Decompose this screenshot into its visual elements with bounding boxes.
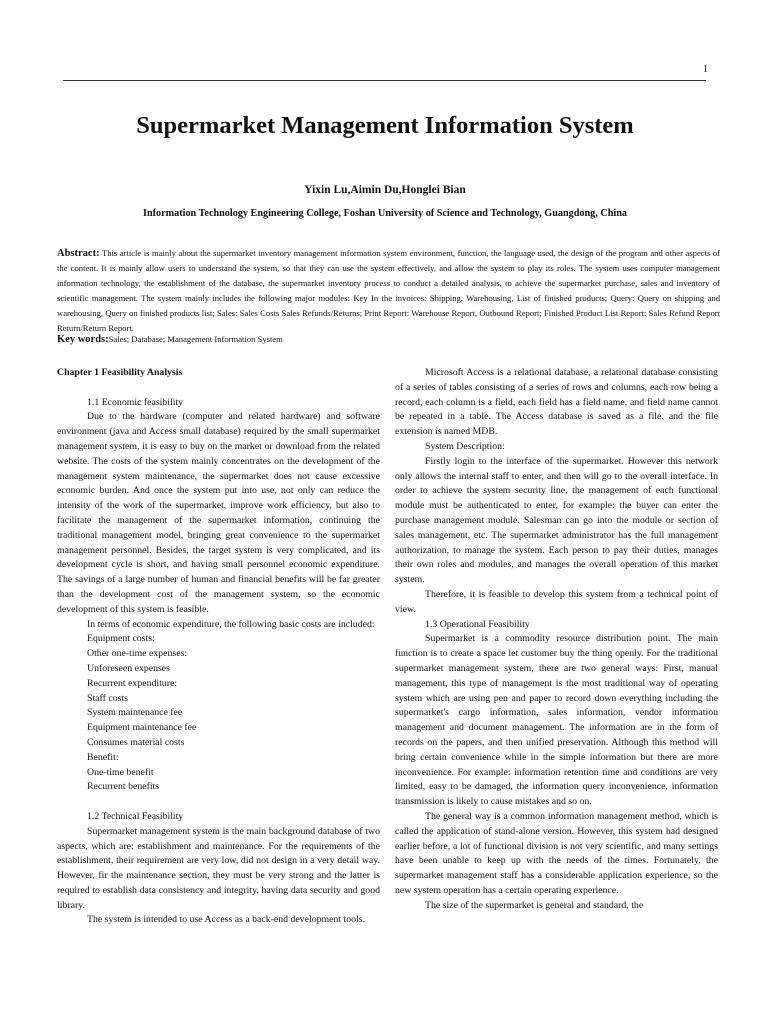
abstract-label: Abstract:: [57, 248, 100, 259]
authors: Yixin Lu,Aimin Du,Honglei Bian: [304, 184, 466, 196]
paragraph: The general way is a common information management method, which is called the application of stand-alone version. However, this system had designed earlier before, a lot of functional division is not very scientific, and many settings have been unable to keep up with the needs of the times. Fortunately, the supermarket management staff has a considerable application experience, so the new system operation has a certain operating experience.: [395, 810, 718, 896]
cost-item: Consumes material costs: [87, 736, 185, 748]
keywords: [57, 334, 720, 345]
affiliation: Information Technology Engineering College, Foshan University of Science and Technology, Guangdong, China: [143, 208, 627, 219]
cost-item: Equipment maintenance fee: [87, 722, 197, 734]
cost-item: Recurrent benefits: [87, 781, 160, 793]
abstract-text: This article is mainly about the supermarket inventory management information system environment, function, the language used, the design of the program and other aspects of the content. It is mainly allow users to understand the system, so that they can use the system effectively, and allow the system to play its roles. The system uses computer management information technology, the establishment of the database, the supermarket inventory process to conduct a detailed analysis, to achieve the supermarket purchase, sales and inventory of scientific management. The system mainly includes the following major modules: Key In the invoices: Shipping, Warehousing, List of finished products; Query: Query on shipping and warehousing, Query on finished products list; Sales: Sales Costs Sales Refunds/Returns; Print Report: Warehouse Report, Outbound Report; Finished Product List Report: Sales Refund Report Return/Return Report.: [57, 248, 721, 334]
spacer: [57, 795, 380, 810]
section-heading-1-1: 1.1 Economic feasibility: [87, 396, 184, 408]
right-column: [395, 366, 718, 913]
cost-item: Benefit:: [87, 751, 119, 763]
cost-item: One-time benefit: [87, 766, 154, 778]
cost-item: Recurrent expenditure:: [87, 677, 178, 689]
page-number: 1: [703, 64, 708, 75]
paragraph: Therefore, it is feasible to develop this system from a technical point of view.: [395, 588, 718, 615]
keywords-text: Sales; Database; Management Information System: [108, 334, 283, 344]
cost-item: System maintenance fee: [87, 707, 183, 719]
cost-item: Unforeseen expenses: [87, 662, 170, 674]
abstract: [57, 246, 720, 337]
chapter-heading: Chapter 1 Feasibility Analysis: [57, 367, 183, 378]
cost-item: Equipment costs:: [87, 633, 155, 645]
paragraph: Microsoft Access is a relational database, a relational database consisting of a series of tables consisting of a series of rows and columns, each row being a record, each column is a field, each field has a field name, and field name cannot be repeated in a table. The Access database is saved as a file, and the file extension is named MDB.: [395, 367, 718, 438]
paragraph: Firstly login to the interface of the supermarket. However this network only allows the internal staff to enter, and then will go to the overall interface. In order to achieve the system security line, the management of each functional module must be authenticated to enter, for example: the buyer can enter the purchase management module. Salesman can go into the module or section of sales management, etc. The supermarket administrator has the full management authorization, to manage the system. Each person to pay their duties, manages their own roles and modules, and manages the overall operation of this market system.: [395, 455, 718, 586]
paper-title: Supermarket Management Information System: [136, 112, 634, 139]
paragraph: Due to the hardware (computer and related hardware) and software environment (java and Access small database) required by the small supermarket management system, it is easy to buy on the market or download from the related website. The costs of the system mainly concentrates on the development of the management system maintenance, the supermarket does not cause excessive economic burden. And once the system put into use, not only can reduce the intensity of the work of the supermarket, improve work efficiency, but also to facilitate the management of the supermarket information, continuing the traditional management model, bringing great convenience to the supermarket management personnel. Besides, the target system is very complicated, and its development cycle is short, and having small personnel economic expenditure. The savings of a large number of human and financial benefits will be far greater than the development cost of the management system, so the economic development of this system is feasible.: [57, 411, 380, 615]
left-column: [57, 366, 380, 928]
paragraph: Supermarket management system is the main background database of two aspects, which are: establishment and maintenance. For the requirements of the establishment, their requirement are very low, did not design in a very detail way. However, fir the maintenance section, they must be very strong and the latter is required to establish data consistency and integrity, having data security and good library.: [57, 825, 380, 911]
cost-item: Other one-time expenses:: [87, 648, 188, 660]
paragraph: Supermarket is a commodity resource distribution point. The main function is to create a space let customer buy the thing openly. For the traditional supermarket management system, there are two general ways: First, manual management, this type of management is the most traditional way of operating system which are using pen and paper to record down everything including the supermarket's cargo information, sales information, vendor information management and document management. The information are in the form of records on the papers, and then unified preservation. Although this method will bring certain convenience while in the simple information but there are more inconvenience. For example: information retention time and conditions are very limited, easy to be damaged, the information query inconvenience, information transmission is likely to cause mistakes and so on.: [395, 633, 718, 808]
header-rule: [63, 80, 706, 81]
paragraph: The size of the supermarket is general and standard, the: [425, 899, 644, 911]
paragraph: In terms of economic expenditure, the following basic costs are included:: [87, 618, 375, 630]
section-heading-1-2: 1.2 Technical Feasibility: [87, 810, 184, 822]
paragraph: The system is intended to use Access as a back-end development tools.: [87, 914, 366, 926]
paragraph: System Description:: [425, 440, 505, 452]
section-heading-1-3: 1.3 Operational Feasibility: [425, 618, 530, 630]
keywords-label: Key words:: [57, 334, 109, 345]
cost-item: Staff costs: [87, 692, 128, 704]
